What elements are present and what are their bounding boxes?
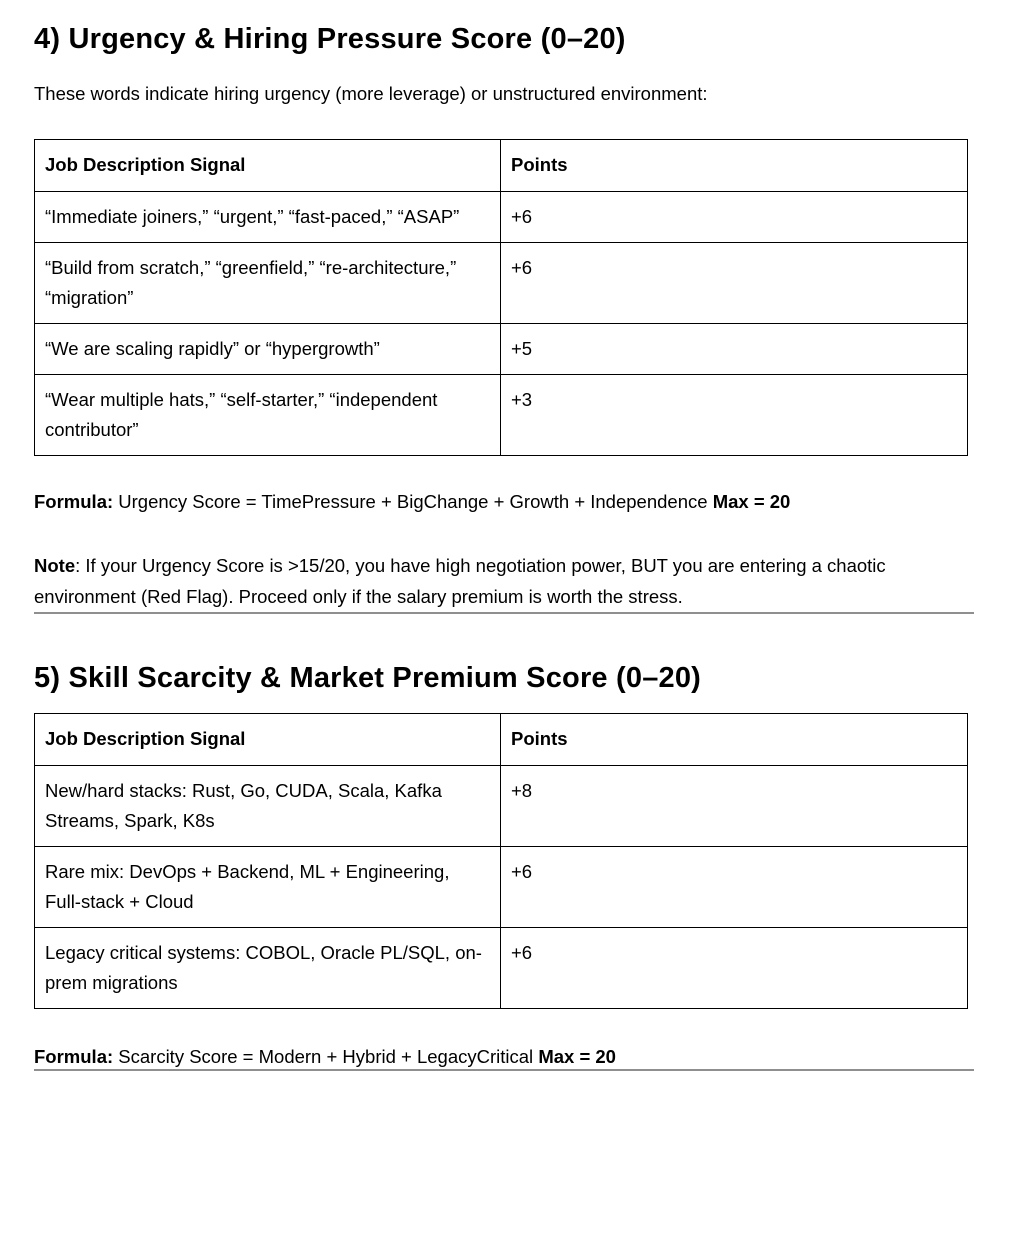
- table-row: [35, 192, 968, 243]
- formula-label: Formula:: [34, 491, 114, 512]
- signal-cell: “We are scaling rapidly” or “hypergrowth”: [35, 324, 501, 375]
- points-cell: +3: [501, 375, 968, 456]
- signal-cell: New/hard stacks: Rust, Go, CUDA, Scala, Kafka Streams, Spark, K8s: [35, 766, 501, 847]
- signal-cell: “Wear multiple hats,” “self-starter,” “independent contributor”: [35, 375, 501, 456]
- note-label: Note: [34, 555, 76, 576]
- section4-heading: 4) Urgency & Hiring Pressure Score (0–20): [34, 23, 626, 55]
- column-header-points: Points: [501, 140, 968, 192]
- document-page: [0, 22, 1017, 1071]
- points-cell: +6: [501, 192, 968, 243]
- column-header-signal: Job Description Signal: [35, 140, 501, 192]
- signal-cell: Rare mix: DevOps + Backend, ML + Engineering, Full-stack + Cloud: [35, 847, 501, 928]
- formula-max: Max = 20: [712, 491, 791, 512]
- section4-intro-text: These words indicate hiring urgency (more leverage) or unstructured environment:: [34, 83, 708, 104]
- note-body: : If your Urgency Score is >15/20, you have high negotiation power, BUT you are entering a chaotic environment (Red Flag). Proceed only if the salary premium is worth the stress.: [34, 555, 886, 607]
- table-row: [35, 375, 968, 456]
- column-header-points: Points: [501, 714, 968, 766]
- points-cell: +6: [501, 243, 968, 324]
- scarcity-score-table: [34, 713, 968, 1009]
- points-cell: +6: [501, 928, 968, 1009]
- table-header-row: [35, 714, 968, 766]
- points-cell: +5: [501, 324, 968, 375]
- section-divider: [34, 1069, 974, 1071]
- table-row: [35, 847, 968, 928]
- section4-note: [34, 550, 968, 612]
- table-row: [35, 766, 968, 847]
- table-row: [35, 928, 968, 1009]
- table-row: [35, 324, 968, 375]
- table-header-row: [35, 140, 968, 192]
- urgency-score-table: [34, 139, 968, 456]
- points-cell: +8: [501, 766, 968, 847]
- formula-body: Urgency Score = TimePressure + BigChange + Growth + Independence: [113, 491, 713, 512]
- table-row: [35, 243, 968, 324]
- formula-body: Scarcity Score = Modern + Hybrid + LegacyCritical: [113, 1046, 539, 1067]
- section5-heading: 5) Skill Scarcity & Market Premium Score (0–20): [34, 662, 702, 694]
- formula-max: Max = 20: [538, 1046, 616, 1067]
- signal-cell: Legacy critical systems: COBOL, Oracle PL/SQL, on-prem migrations: [35, 928, 501, 1009]
- section4-formula: [34, 490, 968, 514]
- signal-cell: “Build from scratch,” “greenfield,” “re-architecture,” “migration”: [35, 243, 501, 324]
- column-header-signal: Job Description Signal: [35, 714, 501, 766]
- formula-label: Formula:: [34, 1046, 114, 1067]
- section5-formula: [34, 1045, 968, 1069]
- section-divider: [34, 612, 974, 614]
- signal-cell: “Immediate joiners,” “urgent,” “fast-paced,” “ASAP”: [35, 192, 501, 243]
- points-cell: +6: [501, 847, 968, 928]
